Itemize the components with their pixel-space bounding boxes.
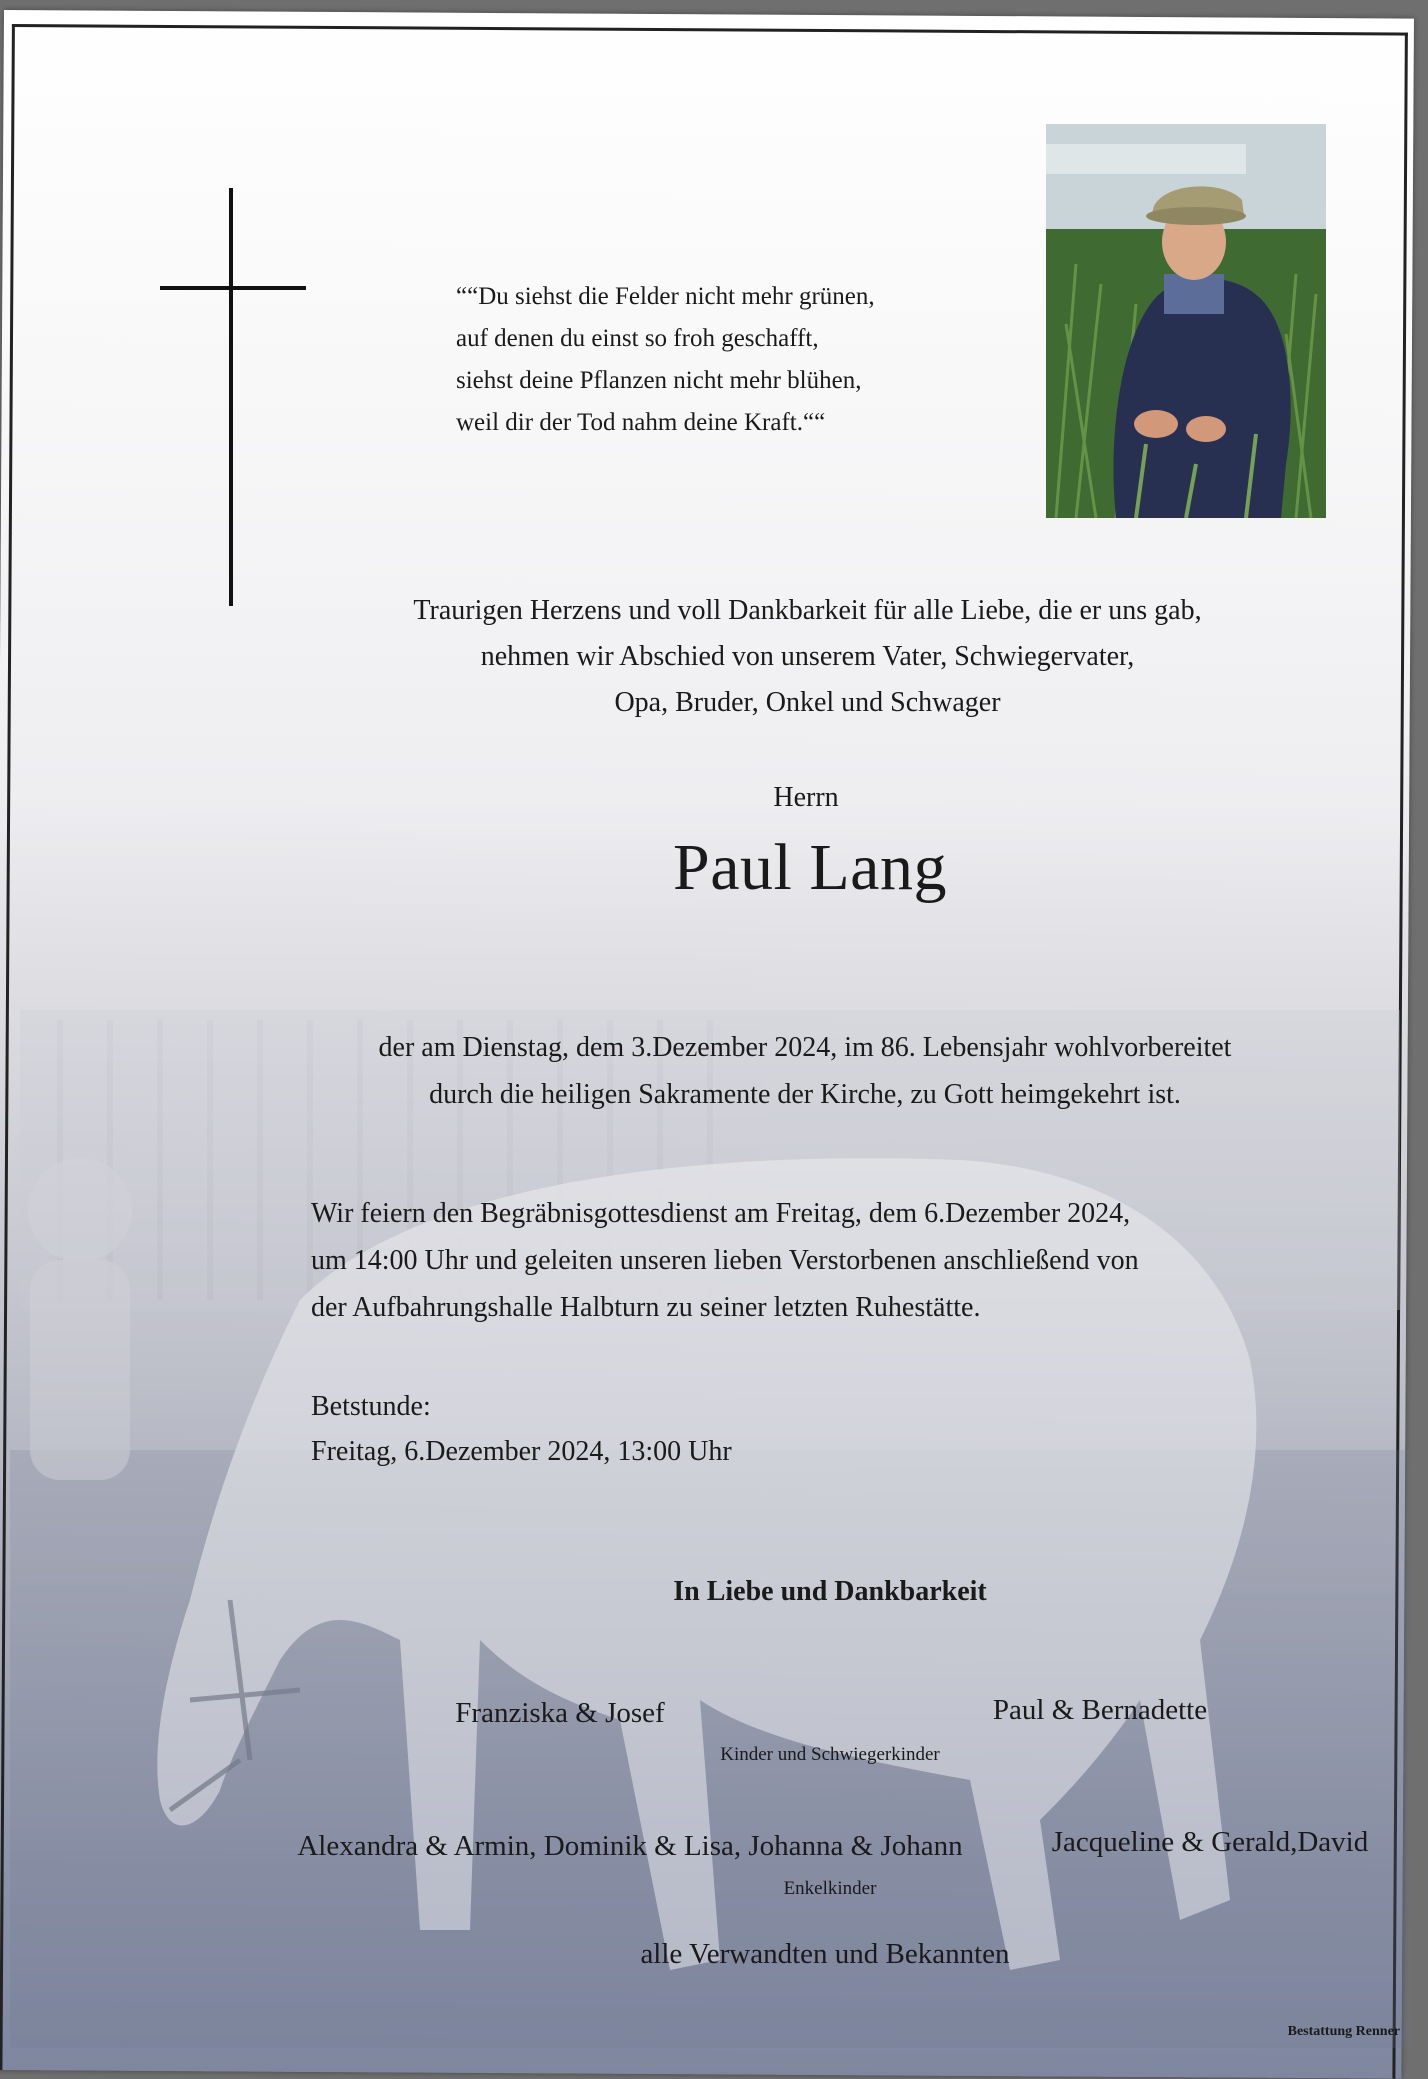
memorial-poem [456,276,976,444]
poem-line: weil dir der Tod nahm deine Kraft.““ [456,409,826,436]
poem-line: auf denen du einst so froh geschafft, [456,325,819,352]
grandchildren-caption: Enkelkinder [783,1878,877,1899]
prayer-hour-time: Freitag, 6.Dezember 2024, 13:00 Uhr [311,1436,732,1467]
funeral-details [311,1190,1311,1331]
grandchildren-left: Alexandra & Armin, Dominik & Lisa, Johanna & Johann [297,1830,963,1862]
farmer-in-field-picture [1046,124,1326,518]
funeral-line: um 14:00 Uhr und geleiten unseren lieben Verstorbenen anschließend von [311,1245,1139,1276]
prayer-hour-label: Betstunde: [311,1391,431,1422]
death-notice [300,1024,1310,1118]
poem-line: siehst deine Pflanzen nicht mehr blühen, [456,367,862,394]
death-notice-line: durch die heiligen Sakramente der Kirche, zu Gott heimgekehrt ist. [429,1079,1181,1110]
grandchildren-right: Jacqueline & Gerald,David [1051,1826,1369,1858]
intro-line: Opa, Bruder, Onkel und Schwager [614,687,1001,718]
deceased-name: Paul Lang [673,831,947,904]
cross-horizontal-bar [160,286,306,290]
poem-line: ““Du siehst die Felder nicht mehr grünen, [456,283,875,310]
portrait-photo [1046,124,1326,518]
children-caption: Kinder und Schwiegerkinder [720,1744,940,1765]
death-notice-line: der am Dienstag, dem 3.Dezember 2024, im 86. Lebensjahr wohlvorbereitet [378,1032,1232,1063]
relatives-line: alle Verwandten und Bekannten [640,1938,1010,1970]
prayer-hour [311,1384,911,1474]
funeral-line: der Aufbahrungshalle Halbturn zu seiner letzten Ruhestätte. [311,1292,981,1323]
undertaker-credit: Bestattung Renner [1287,2024,1400,2039]
closing-phrase: In Liebe und Dankbarkeit [673,1576,987,1607]
cross-symbol [160,188,306,606]
intro-text [300,588,1315,726]
intro-line: Traurigen Herzens und voll Dankbarkeit für alle Liebe, die er uns gab, [413,595,1202,626]
salutation: Herrn [773,782,839,813]
children-left: Franziska & Josef [455,1697,665,1729]
intro-line: nehmen wir Abschied von unserem Vater, Schwiegervater, [480,641,1135,672]
cross-vertical-bar [229,188,233,606]
funeral-line: Wir feiern den Begräbnisgottesdienst am Freitag, dem 6.Dezember 2024, [311,1198,1131,1229]
children-right: Paul & Bernadette [992,1694,1208,1726]
